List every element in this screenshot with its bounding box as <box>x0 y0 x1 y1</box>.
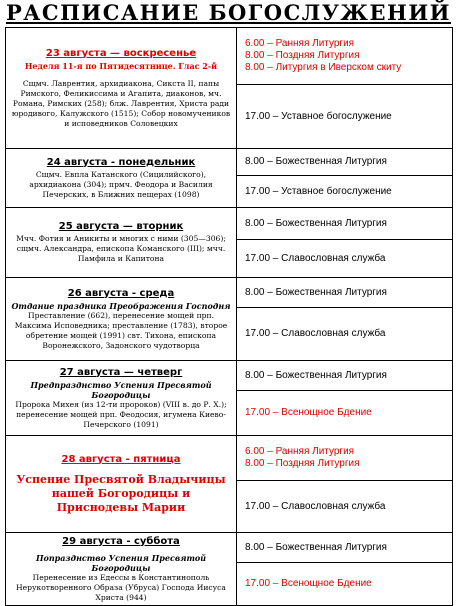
day-cell <box>6 278 237 361</box>
day-subtitle: Неделя 11-я по Пятидесятнице. Глас 2-й <box>24 60 218 71</box>
services-cell <box>237 533 453 563</box>
services-cell <box>237 563 453 606</box>
day-description: Преставление (662), перенесение мощей прп. Максима Исповедника; преставление (1783), второе обретение мощей (1991) свт. Тихона, епископа Воронежского, Задонского чудотворца <box>14 310 228 350</box>
service-item: 17.00 – Славословная служба <box>245 252 386 264</box>
service-item: 17.00 – Уставное богослужение <box>245 185 392 197</box>
services-cell <box>237 176 453 208</box>
day-cell <box>6 28 237 149</box>
day-date: 28 августа - пятница <box>61 453 181 465</box>
day-cell <box>6 361 237 436</box>
day-subtitle: Отдание праздника Преображения Господня <box>11 300 231 311</box>
schedule-row <box>6 361 453 391</box>
services-cell <box>237 149 453 176</box>
feast-title: Успение Пресвятой Владычицы нашей Богородицы и Приснодевы Марии <box>16 472 226 514</box>
services-cell <box>237 85 453 149</box>
service-item: 17.00 – Славословная служба <box>245 500 386 512</box>
day-date: 23 августа — воскресенье <box>45 47 197 59</box>
services-cell <box>237 436 453 481</box>
service-item: 6.00 – Ранняя Литургия <box>245 446 355 457</box>
page-title: РАСПИСАНИЕ БОГОСЛУЖЕНИЙ <box>5 0 452 25</box>
service-item: 17.00 – Славословная служба <box>245 328 386 339</box>
service-item: 6.00 – Ранняя Литургия <box>245 38 355 49</box>
schedule-row <box>6 149 453 176</box>
day-date: 24 августа - понедельник <box>46 156 196 168</box>
service-item: 8.00 – Поздняя Литургия <box>245 50 360 61</box>
day-cell <box>6 149 237 208</box>
service-item: 17.00 – Уставное богослужение <box>245 110 392 122</box>
service-item: 8.00 – Божественная Литургия <box>245 156 387 167</box>
service-item: 8.00 – Литургия в Иверском скиту <box>245 62 402 73</box>
services-cell <box>237 240 453 278</box>
service-item: 17.00 – Всенощное Бдение <box>245 578 372 589</box>
service-item: 17.00 – Всенощное Бдение <box>245 407 372 418</box>
services-cell <box>237 278 453 308</box>
schedule-row <box>6 278 453 308</box>
schedule-row <box>6 208 453 240</box>
services-cell <box>237 28 453 85</box>
services-cell <box>237 308 453 361</box>
day-cell <box>6 533 237 606</box>
service-item: 8.00 – Божественная Литургия <box>245 369 387 381</box>
service-item: 8.00 – Божественная Литургия <box>245 541 387 553</box>
schedule-table <box>5 27 453 606</box>
day-description: Мчч. Фотия и Аникиты и многих с ними (305—306); сщмч. Александра, епископа Команского (III); мчч. Памфила и Капитона <box>16 234 226 263</box>
service-item: 8.00 – Божественная Литургия <box>245 286 387 298</box>
day-subtitle: Предпразднство Успения Пресвятой Богородицы <box>30 379 212 400</box>
services-cell <box>237 208 453 240</box>
schedule-row <box>6 28 453 85</box>
day-date: 29 августа - суббота <box>62 535 180 547</box>
day-date: 25 августа — вторник <box>58 221 184 232</box>
services-cell <box>237 361 453 391</box>
services-cell <box>237 481 453 533</box>
day-cell <box>6 208 237 278</box>
day-cell <box>6 436 237 533</box>
day-date: 27 августа — четверг <box>59 366 183 378</box>
schedule-row <box>6 533 453 563</box>
day-subtitle: Попразднство Успения Пресвятой Богородицы <box>35 552 207 573</box>
day-description: Пророка Михея (из 12-ти пророков) (VIII в. до Р. Х.); перенесение мощей прп. Феодосия, игумена Киево-Печерского (1091) <box>15 399 227 429</box>
day-description: Перенесение из Едессы в Константинополь Нерукотворенного Образа (Убруса) Господа Иисуса Христа (944) <box>16 572 226 602</box>
service-item: 8.00 – Поздняя Литургия <box>245 458 360 469</box>
services-cell <box>237 391 453 436</box>
day-description: Сщмч. Лаврентия, архидиакона, Сикста II, папы Римского, Феликиссима и Агапита, диаконов, мч. Романа, Римских (258); блж. Лаврентия, Христа ради юродивого, Калужского (1515); Собор новомучеников и исповедников Соловецких <box>11 78 231 128</box>
service-item: 8.00 – Божественная Литургия <box>245 217 387 229</box>
schedule-row <box>6 436 453 481</box>
day-description: Сщмч. Евпла Катанского (Сицилийского), архидиакона (304); прмч. Феодора и Василия Печерских, в Ближних пещерах (1098) <box>29 169 213 199</box>
day-date: 26 августа - среда <box>67 287 175 299</box>
